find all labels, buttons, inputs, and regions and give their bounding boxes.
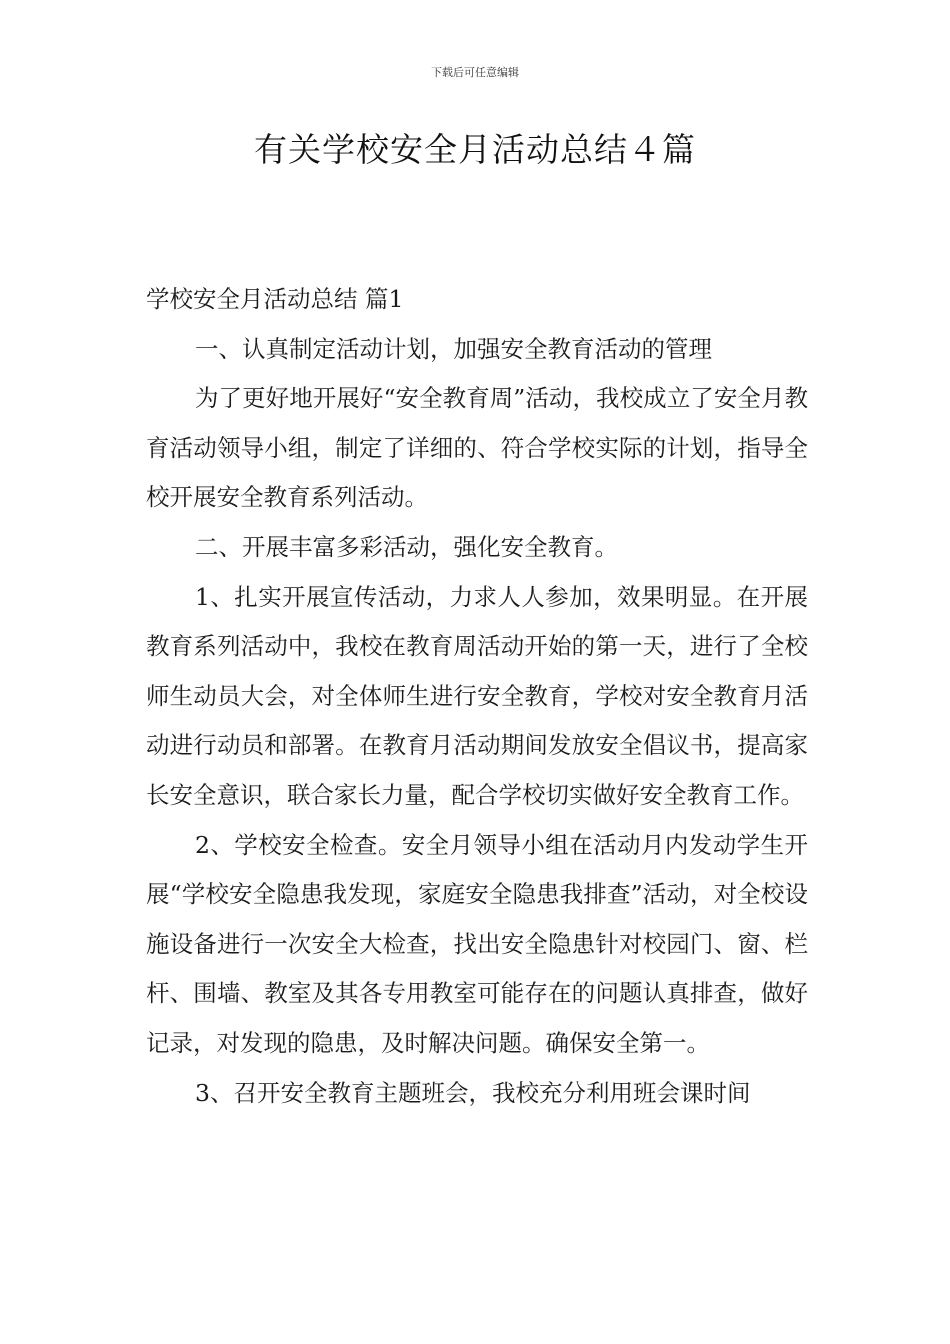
paragraph: 1、扎实开展宣传活动，力求人人参加，效果明显。在开展教育系列活动中，我校在教育周活动开始的第一天，进行了全校师生动员大会，对全体师生进行安全教育，学校对安全教育月活动进行动员和部署。在教育月活动期间发放安全倡议书，提高家长安全意识，联合家长力量，配合学校切实做好安全教育工作。	[146, 582, 808, 809]
paragraph-section-heading: 学校安全月活动总结 篇1	[146, 285, 404, 313]
document-body	[146, 275, 808, 1118]
paragraph: 一、认真制定活动计划，加强安全教育活动的管理	[195, 334, 712, 363]
paragraph: 3、召开安全教育主题班会，我校充分利用班会课时间	[195, 1078, 751, 1107]
document-title: 有关学校安全月活动总结４篇	[254, 130, 696, 169]
paragraph: 为了更好地开展好“安全教育周”活动，我校成立了安全月教育活动领导小组，制定了详细的、符合学校实际的计划，指导全校开展安全教育系列活动。	[146, 384, 808, 512]
paragraph: 2、学校安全检查。安全月领导小组在活动月内发动学生开展“学校安全隐患我发现，家庭安全隐患我排查”活动，对全校设施设备进行一次安全大检查，找出安全隐患针对校园门、窗、栏杆、围墙、教室及其各专用教室可能存在的问题认真排查，做好记录，对发现的隐患，及时解决问题。确保安全第一。	[146, 830, 808, 1057]
header-note: 下载后可任意编辑	[431, 66, 519, 79]
paragraph: 二、开展丰富多彩活动，强化安全教育。	[195, 532, 618, 561]
